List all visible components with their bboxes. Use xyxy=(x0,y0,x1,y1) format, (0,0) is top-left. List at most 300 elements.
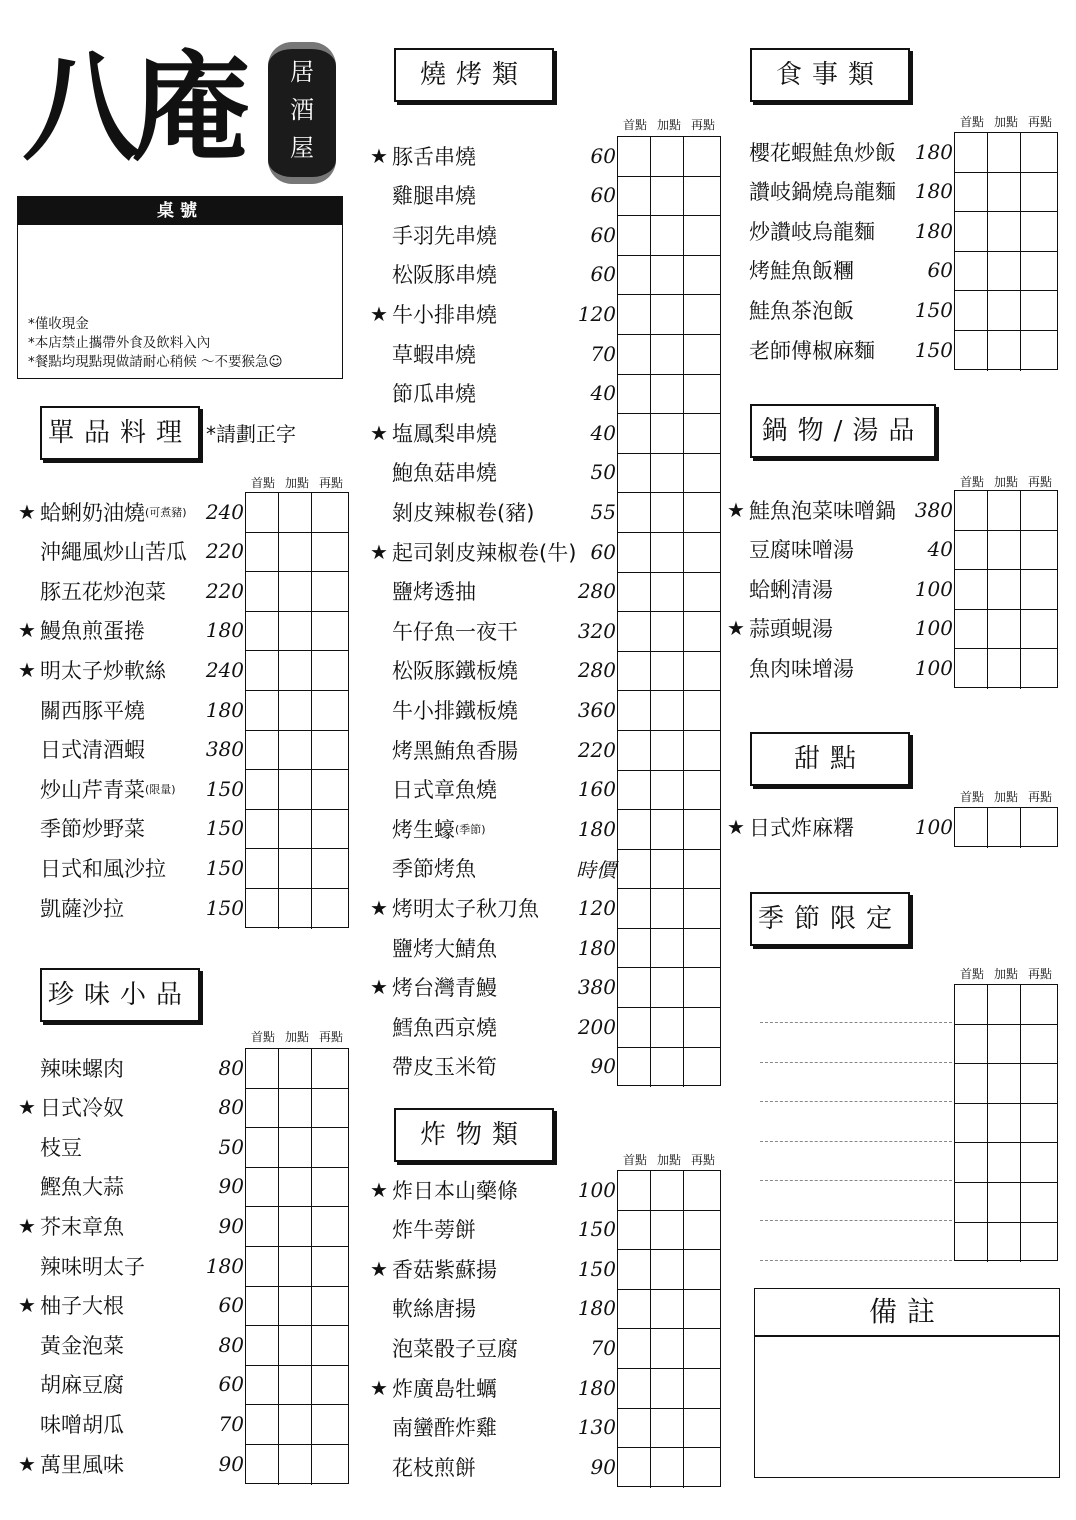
tally-cell[interactable] xyxy=(684,612,717,651)
tally-cell[interactable] xyxy=(312,1207,345,1246)
tally-cell[interactable] xyxy=(955,212,988,251)
menu-item xyxy=(18,1206,244,1245)
tally-cell[interactable] xyxy=(279,1049,312,1088)
tally-cell[interactable] xyxy=(279,1445,312,1485)
menu-item xyxy=(18,848,244,887)
tally-cell[interactable] xyxy=(988,649,1021,689)
item-price: 80 xyxy=(218,1055,244,1080)
tally-cell[interactable] xyxy=(618,1369,651,1408)
tally-cell[interactable] xyxy=(246,731,279,770)
column-header: 加點 xyxy=(993,967,1018,981)
item-name: 起司剝皮辣椒卷(牛) xyxy=(392,540,577,565)
tally-cell[interactable] xyxy=(651,850,684,889)
tally-cell[interactable] xyxy=(312,572,345,611)
tally-cell[interactable] xyxy=(651,1250,684,1289)
tally-cell[interactable] xyxy=(1021,1025,1054,1064)
item-name: 泡菜骰子豆腐 xyxy=(392,1336,518,1361)
tally-cell[interactable] xyxy=(246,1128,279,1167)
item-price: 150 xyxy=(577,1256,616,1281)
tally-cell[interactable] xyxy=(246,691,279,730)
tally-cell[interactable] xyxy=(279,572,312,611)
tally-cell[interactable] xyxy=(1021,331,1054,371)
tally-cell[interactable] xyxy=(279,849,312,888)
item-price: 240 xyxy=(205,657,244,682)
tally-cell[interactable] xyxy=(279,770,312,809)
tally-cell[interactable] xyxy=(618,612,651,651)
item-name: 季節炒野菜 xyxy=(40,817,145,842)
tally-cell[interactable] xyxy=(988,610,1021,649)
tally-cell[interactable] xyxy=(988,570,1021,609)
tally-cell[interactable] xyxy=(312,849,345,888)
tally-cell[interactable] xyxy=(1021,531,1054,570)
tally-cell[interactable] xyxy=(312,1366,345,1405)
tally-cell[interactable] xyxy=(312,1287,345,1326)
tally-cell[interactable] xyxy=(684,137,717,176)
tally-cell[interactable] xyxy=(246,651,279,690)
tally-cell[interactable] xyxy=(684,1369,717,1408)
tally-cell[interactable] xyxy=(618,1211,651,1250)
item-name: 櫻花蝦鮭魚炒飯 xyxy=(749,140,896,165)
tally-grid xyxy=(245,492,349,928)
menu-item xyxy=(370,215,616,254)
tally-cell[interactable] xyxy=(684,533,717,572)
tally-cell[interactable] xyxy=(312,612,345,651)
tally-cell[interactable] xyxy=(651,1290,684,1329)
item-name: 讚岐鍋燒烏龍麵 xyxy=(749,180,896,205)
item-name: 日式炸麻糬 xyxy=(749,815,854,840)
tally-cell[interactable] xyxy=(618,1048,651,1088)
tally-cell[interactable] xyxy=(1021,212,1054,251)
item-name: 辣味明太子 xyxy=(40,1254,145,1279)
tally-cell[interactable] xyxy=(618,295,651,334)
tally-cell[interactable] xyxy=(618,177,651,216)
remarks-box[interactable] xyxy=(754,1288,1060,1478)
tally-cell[interactable] xyxy=(246,533,279,572)
tally-cell[interactable] xyxy=(651,1409,684,1448)
item-name: 草蝦串燒 xyxy=(392,342,476,367)
tally-cell[interactable] xyxy=(618,533,651,572)
menu-item xyxy=(727,609,953,648)
tally-cell[interactable] xyxy=(651,691,684,730)
tally-cell[interactable] xyxy=(279,651,312,690)
tally-cell[interactable] xyxy=(988,985,1021,1024)
write-in-line[interactable] xyxy=(760,1220,952,1221)
item-name: 胡麻豆腐 xyxy=(40,1373,124,1398)
tally-cell[interactable] xyxy=(684,1329,717,1368)
item-price: 180 xyxy=(577,1375,616,1400)
tally-cell[interactable] xyxy=(988,133,1021,172)
tally-cell[interactable] xyxy=(618,889,651,928)
tally-cell[interactable] xyxy=(988,291,1021,330)
tally-cell[interactable] xyxy=(651,731,684,770)
tally-cell[interactable] xyxy=(955,291,988,330)
item-name: 松阪豚串燒 xyxy=(392,263,497,288)
tally-cell[interactable] xyxy=(684,335,717,374)
tally-cell[interactable] xyxy=(618,1008,651,1047)
item-price: 160 xyxy=(577,777,616,802)
tally-cell[interactable] xyxy=(651,533,684,572)
item-name: 沖繩風炒山苦瓜 xyxy=(40,540,187,565)
column-headers xyxy=(955,788,1057,805)
category-dessert: 甜點 xyxy=(750,732,910,786)
tally-cell[interactable] xyxy=(312,1089,345,1128)
tally-cell[interactable] xyxy=(1021,173,1054,212)
menu-item xyxy=(370,374,616,413)
item-note: (季節) xyxy=(455,822,486,836)
tally-cell[interactable] xyxy=(651,177,684,216)
tally-cell[interactable] xyxy=(279,810,312,849)
tally-cell[interactable] xyxy=(684,454,717,493)
item-name: 芥末章魚 xyxy=(40,1214,124,1239)
tally-cell[interactable] xyxy=(651,1329,684,1368)
tally-cell[interactable] xyxy=(618,375,651,414)
tally-cell[interactable] xyxy=(618,1409,651,1448)
item-name: 豆腐味噌湯 xyxy=(749,538,854,563)
tally-cell[interactable] xyxy=(988,173,1021,212)
tally-cell[interactable] xyxy=(618,493,651,532)
tally-cell[interactable] xyxy=(618,335,651,374)
item-name: 手羽先串燒 xyxy=(392,223,497,248)
tally-cell[interactable] xyxy=(955,649,988,689)
tally-cell[interactable] xyxy=(651,414,684,453)
menu-item xyxy=(370,136,616,175)
tally-cell[interactable] xyxy=(684,177,717,216)
item-name: 軟絲唐揚 xyxy=(392,1297,476,1322)
tally-cell[interactable] xyxy=(684,850,717,889)
tally-cell[interactable] xyxy=(684,810,717,849)
tally-cell[interactable] xyxy=(1021,1064,1054,1103)
tally-cell[interactable] xyxy=(246,572,279,611)
tally-cell[interactable] xyxy=(246,1326,279,1365)
tally-cell[interactable] xyxy=(246,1207,279,1246)
tally-cell[interactable] xyxy=(618,573,651,612)
item-name: 豚五花炒泡菜 xyxy=(40,579,166,604)
tally-cell[interactable] xyxy=(651,216,684,255)
tally-cell[interactable] xyxy=(312,1128,345,1167)
item-price: 40 xyxy=(590,420,616,445)
tally-cell[interactable] xyxy=(651,771,684,810)
tally-cell[interactable] xyxy=(684,1171,717,1210)
tally-cell[interactable] xyxy=(312,810,345,849)
tally-cell[interactable] xyxy=(279,493,312,532)
menu-item xyxy=(370,413,616,452)
write-in-line[interactable] xyxy=(760,1022,952,1023)
tally-cell[interactable] xyxy=(279,533,312,572)
tally-cell[interactable] xyxy=(312,1168,345,1207)
tally-cell[interactable] xyxy=(651,929,684,968)
tally-cell[interactable] xyxy=(279,1128,312,1167)
tally-cell[interactable] xyxy=(618,1290,651,1329)
tally-cell[interactable] xyxy=(988,808,1021,848)
write-in-line[interactable] xyxy=(760,1260,952,1261)
tally-cell[interactable] xyxy=(279,1168,312,1207)
item-name: 塩鳳梨串燒 xyxy=(392,421,497,446)
tally-cell[interactable] xyxy=(312,889,345,929)
item-price: 220 xyxy=(577,737,616,762)
tally-cell[interactable] xyxy=(988,1104,1021,1143)
tally-cell[interactable] xyxy=(955,331,988,371)
tally-cell[interactable] xyxy=(1021,291,1054,330)
item-price: 220 xyxy=(205,578,244,603)
item-price: 150 xyxy=(577,1217,616,1242)
tally-cell[interactable] xyxy=(279,1326,312,1365)
item-name: 帶皮玉米筍 xyxy=(392,1055,497,1080)
tally-cell[interactable] xyxy=(279,731,312,770)
tally-cell[interactable] xyxy=(988,491,1021,530)
tally-cell[interactable] xyxy=(651,1048,684,1088)
tally-cell[interactable] xyxy=(312,651,345,690)
tally-cell[interactable] xyxy=(246,810,279,849)
tally-cell[interactable] xyxy=(618,454,651,493)
tally-cell[interactable] xyxy=(246,770,279,809)
tally-cell[interactable] xyxy=(651,295,684,334)
tally-cell[interactable] xyxy=(279,1247,312,1286)
menu-item xyxy=(18,1325,244,1364)
tally-cell[interactable] xyxy=(618,1448,651,1488)
tally-cell[interactable] xyxy=(279,1207,312,1246)
menu-item xyxy=(370,1447,616,1486)
tally-cell[interactable] xyxy=(618,691,651,730)
tally-cell[interactable] xyxy=(955,1143,988,1182)
tally-cell[interactable] xyxy=(246,1168,279,1207)
menu-item xyxy=(18,650,244,689)
tally-cell[interactable] xyxy=(1021,808,1054,848)
tally-cell[interactable] xyxy=(955,1223,988,1263)
tally-cell[interactable] xyxy=(955,133,988,172)
tally-cell[interactable] xyxy=(312,770,345,809)
tally-cell[interactable] xyxy=(684,731,717,770)
tally-cell[interactable] xyxy=(651,375,684,414)
tally-cell[interactable] xyxy=(684,889,717,928)
category-chinmi: 珍味小品 xyxy=(40,968,200,1022)
tally-cell[interactable] xyxy=(246,1247,279,1286)
tally-cell[interactable] xyxy=(279,612,312,651)
tally-cell[interactable] xyxy=(312,1326,345,1365)
tally-cell[interactable] xyxy=(684,216,717,255)
tally-cell[interactable] xyxy=(618,1250,651,1289)
tally-cell[interactable] xyxy=(246,1049,279,1088)
tally-cell[interactable] xyxy=(246,889,279,929)
tally-cell[interactable] xyxy=(684,375,717,414)
tally-cell[interactable] xyxy=(684,573,717,612)
tally-cell[interactable] xyxy=(651,493,684,532)
tally-cell[interactable] xyxy=(684,929,717,968)
menu-item xyxy=(727,211,953,250)
tally-cell[interactable] xyxy=(618,810,651,849)
tally-cell[interactable] xyxy=(955,1104,988,1143)
tally-cell[interactable] xyxy=(1021,649,1054,689)
tally-cell[interactable] xyxy=(651,968,684,1007)
tally-cell[interactable] xyxy=(279,1366,312,1405)
tally-cell[interactable] xyxy=(651,454,684,493)
tally-cell[interactable] xyxy=(684,968,717,1007)
tally-cell[interactable] xyxy=(684,1048,717,1088)
item-price: 180 xyxy=(205,697,244,722)
item-price: 380 xyxy=(577,975,616,1000)
tally-cell[interactable] xyxy=(651,652,684,691)
menu-item xyxy=(727,330,953,369)
item-name: 雞腿串燒 xyxy=(392,184,476,209)
tally-cell[interactable] xyxy=(312,731,345,770)
tally-cell[interactable] xyxy=(651,1008,684,1047)
tally-cell[interactable] xyxy=(955,491,988,530)
item-price: 60 xyxy=(590,143,616,168)
tally-cell[interactable] xyxy=(988,1223,1021,1263)
column-headers xyxy=(955,965,1057,982)
tally-cell[interactable] xyxy=(312,1247,345,1286)
tally-cell[interactable] xyxy=(246,612,279,651)
tally-cell[interactable] xyxy=(618,1171,651,1210)
menu-item xyxy=(18,809,244,848)
tally-cell[interactable] xyxy=(1021,491,1054,530)
tally-cell[interactable] xyxy=(246,1405,279,1444)
write-in-line[interactable] xyxy=(760,1062,952,1063)
recommend-star-icon: ★ xyxy=(370,1256,388,1281)
tally-cell[interactable] xyxy=(312,533,345,572)
tally-cell[interactable] xyxy=(618,968,651,1007)
tally-cell[interactable] xyxy=(684,1409,717,1448)
tally-cell[interactable] xyxy=(651,256,684,295)
tally-cell[interactable] xyxy=(955,173,988,212)
tally-cell[interactable] xyxy=(618,216,651,255)
tally-cell[interactable] xyxy=(651,612,684,651)
menu-item xyxy=(18,1088,244,1127)
tally-cell[interactable] xyxy=(246,1287,279,1326)
tally-cell[interactable] xyxy=(684,652,717,691)
tally-cell[interactable] xyxy=(651,335,684,374)
tally-cell[interactable] xyxy=(988,212,1021,251)
tally-cell[interactable] xyxy=(246,1366,279,1405)
tally-cell[interactable] xyxy=(618,137,651,176)
tally-cell[interactable] xyxy=(988,252,1021,291)
recommend-star-icon: ★ xyxy=(727,814,745,839)
item-name: 日式章魚燒 xyxy=(392,778,497,803)
tally-cell[interactable] xyxy=(651,1211,684,1250)
tally-cell[interactable] xyxy=(618,652,651,691)
tally-cell[interactable] xyxy=(651,137,684,176)
tally-cell[interactable] xyxy=(618,1329,651,1368)
tally-cell[interactable] xyxy=(684,691,717,730)
column-header: 再點 xyxy=(690,118,715,132)
tally-cell[interactable] xyxy=(1021,1223,1054,1263)
tally-cell[interactable] xyxy=(988,1143,1021,1182)
tally-cell[interactable] xyxy=(246,1089,279,1128)
menu-item xyxy=(18,1246,244,1285)
tally-cell[interactable] xyxy=(312,493,345,532)
column-header: 首點 xyxy=(959,967,984,981)
tally-cell[interactable] xyxy=(312,691,345,730)
tally-cell[interactable] xyxy=(955,610,988,649)
tally-cell[interactable] xyxy=(1021,1183,1054,1222)
tally-cell[interactable] xyxy=(955,1064,988,1103)
item-name: 柚子大根 xyxy=(40,1294,124,1319)
tally-cell[interactable] xyxy=(651,810,684,849)
table-number-box[interactable] xyxy=(17,196,343,379)
menu-item xyxy=(370,1007,616,1046)
tally-cell[interactable] xyxy=(684,1448,717,1488)
item-price: 100 xyxy=(914,616,953,641)
tally-cell[interactable] xyxy=(1021,985,1054,1024)
tally-cell[interactable] xyxy=(684,256,717,295)
item-name: 花枝煎餅 xyxy=(392,1455,476,1480)
tally-cell[interactable] xyxy=(312,1445,345,1485)
column-header: 首點 xyxy=(622,118,647,132)
tally-cell[interactable] xyxy=(684,1211,717,1250)
tally-cell[interactable] xyxy=(1021,1104,1054,1143)
tally-grid xyxy=(617,136,721,1086)
tally-cell[interactable] xyxy=(651,1369,684,1408)
tally-cell[interactable] xyxy=(988,1183,1021,1222)
tally-cell[interactable] xyxy=(684,414,717,453)
tally-cell[interactable] xyxy=(651,1171,684,1210)
item-price: 90 xyxy=(590,1454,616,1479)
tally-cell[interactable] xyxy=(684,1290,717,1329)
item-name: 蛤蜊奶油燒 xyxy=(40,500,145,525)
tally-cell[interactable] xyxy=(988,531,1021,570)
tally-cell[interactable] xyxy=(1021,610,1054,649)
tally-cell[interactable] xyxy=(651,889,684,928)
column-header: 再點 xyxy=(1027,967,1052,981)
tally-cell[interactable] xyxy=(279,1405,312,1444)
tally-cell[interactable] xyxy=(955,570,988,609)
tally-cell[interactable] xyxy=(246,849,279,888)
tally-cell[interactable] xyxy=(618,731,651,770)
tally-cell[interactable] xyxy=(618,771,651,810)
tally-cell[interactable] xyxy=(684,1008,717,1047)
tally-cell[interactable] xyxy=(684,493,717,532)
tally-cell[interactable] xyxy=(988,1064,1021,1103)
tally-cell[interactable] xyxy=(246,493,279,532)
tally-cell[interactable] xyxy=(684,771,717,810)
tally-cell[interactable] xyxy=(279,889,312,929)
tally-cell[interactable] xyxy=(1021,133,1054,172)
item-price: 180 xyxy=(914,179,953,204)
tally-cell[interactable] xyxy=(955,531,988,570)
tally-cell[interactable] xyxy=(618,414,651,453)
tally-cell[interactable] xyxy=(618,929,651,968)
tally-cell[interactable] xyxy=(1021,1143,1054,1182)
column-header: 再點 xyxy=(690,1153,715,1167)
tally-cell[interactable] xyxy=(312,1049,345,1088)
tally-cell[interactable] xyxy=(312,1405,345,1444)
lantern-char: 居 xyxy=(290,58,314,86)
tally-cell[interactable] xyxy=(279,1089,312,1128)
tally-cell[interactable] xyxy=(651,573,684,612)
write-in-line[interactable] xyxy=(760,1141,952,1142)
tally-cell[interactable] xyxy=(618,850,651,889)
write-in-line[interactable] xyxy=(760,1180,952,1181)
tally-cell[interactable] xyxy=(684,1250,717,1289)
tally-cell[interactable] xyxy=(684,295,717,334)
tally-cell[interactable] xyxy=(955,808,988,848)
tally-cell[interactable] xyxy=(988,331,1021,371)
tally-cell[interactable] xyxy=(279,1287,312,1326)
recommend-star-icon: ★ xyxy=(370,895,388,920)
tally-cell[interactable] xyxy=(246,1445,279,1485)
tally-cell[interactable] xyxy=(955,985,988,1024)
menu-item xyxy=(18,571,244,610)
tally-cell[interactable] xyxy=(955,1025,988,1064)
write-in-line[interactable] xyxy=(760,1101,952,1102)
tally-cell[interactable] xyxy=(1021,252,1054,291)
tally-cell[interactable] xyxy=(988,1025,1021,1064)
tally-cell[interactable] xyxy=(651,1448,684,1488)
tally-cell[interactable] xyxy=(955,1183,988,1222)
tally-cell[interactable] xyxy=(1021,570,1054,609)
tally-cell[interactable] xyxy=(279,691,312,730)
tally-cell[interactable] xyxy=(618,256,651,295)
tally-cell[interactable] xyxy=(955,252,988,291)
